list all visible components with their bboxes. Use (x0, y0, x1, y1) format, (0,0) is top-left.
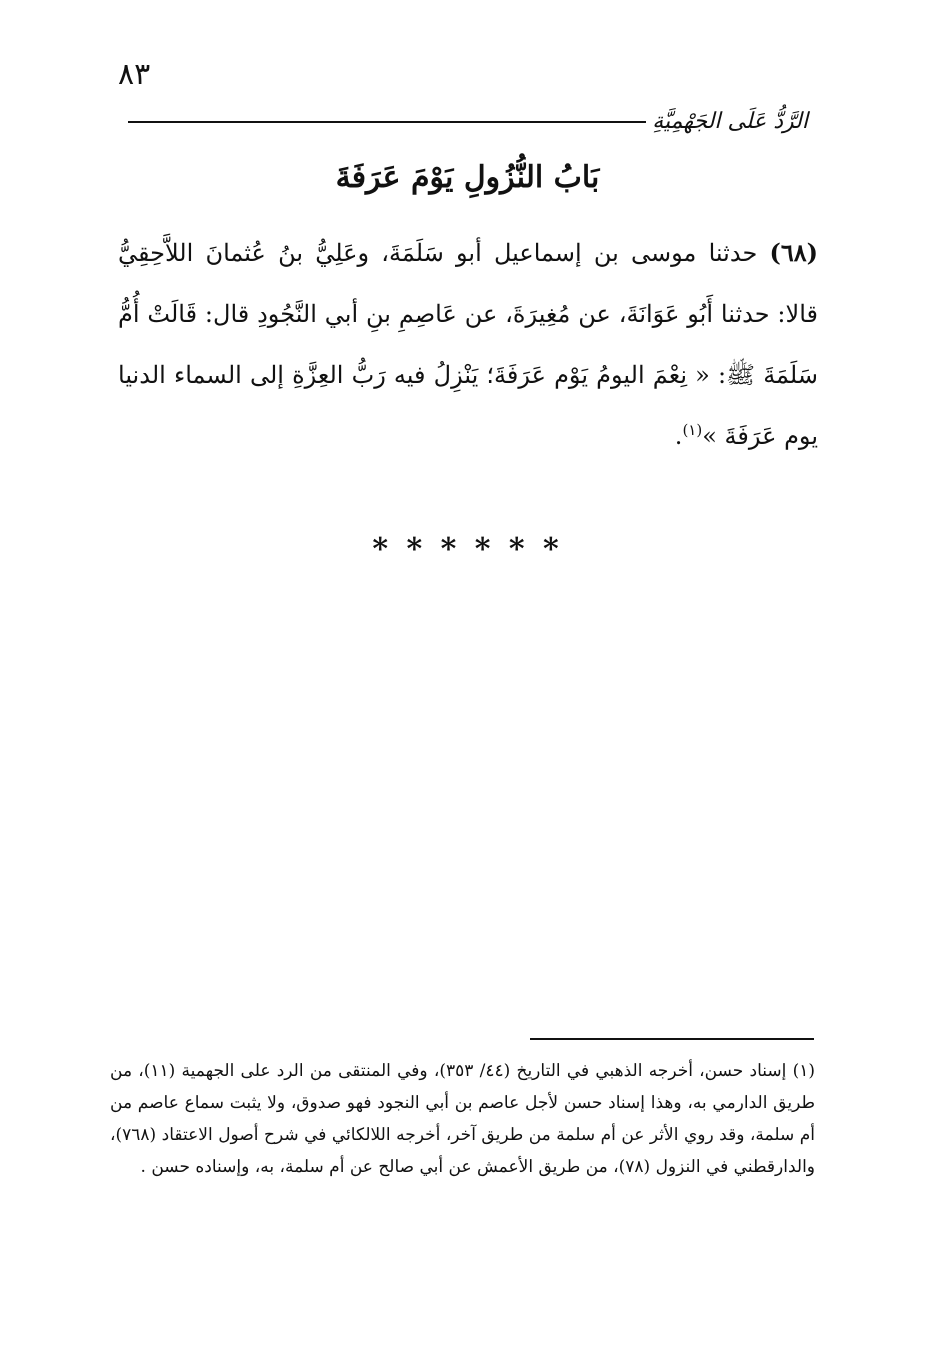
running-header (128, 100, 808, 142)
hadith-paragraph (118, 222, 818, 467)
section-separator: * * * * * * (372, 532, 563, 567)
footnote-reference: (١) (682, 421, 703, 439)
running-header-title: الرَّدُّ عَلَى الجَهْمِيَّةِ (652, 108, 808, 134)
page-number: ٨٣ (118, 57, 151, 92)
hadith-number: (٦٨) (769, 238, 818, 267)
footnote-rule (530, 1038, 814, 1040)
hadith-end-punctuation: . (674, 422, 683, 450)
chapter-title: بَابُ النُّزُولِ يَوْمَ عَرَفَةَ (335, 160, 600, 195)
header-rule (128, 121, 646, 123)
footnote: (١) إسناد حسن، أخرجه الذهبي في التاريخ (٤٤/ ٣٥٣)، وفي المنتقى من الرد على الجهمية (١١)، من طريق الدارمي به، وهذا إسناد حسن لأجل عاصم بن أبي النجود فهو صدوق، ولا يثبت سماع عاصم من أم سلمة، وقد روي الأثر عن أم سلمة من طريق آخر، أخرجه اللالكائي في شرح أصول الاعتقاد (٧٦٨)، والدارقطني في النزول (٧٨)، من طريق الأعمش عن أبي صالح عن أم سلمة، به، وإسناده حسن . (110, 1061, 815, 1177)
hadith-text: حدثنا موسى بن إسماعيل أبو سَلَمَةَ، وعَلِيُّ بنُ عُثمانَ اللاَّحِقِيُّ قالا: حدثنا أَبُو عَوَانَةَ، عن مُغِيرَةَ، عن عَاصِمِ بنِ أبي النَّجُودِ قال: قَالَتْ أُمُّ سَلَمَةَ ﷺ: « نِعْمَ اليومُ يَوْم عَرَفَةَ؛ يَنْزِلُ فيه رَبُّ العِزَّةِ إلى السماء الدنيا يوم عَرَفَةَ » (118, 239, 818, 450)
